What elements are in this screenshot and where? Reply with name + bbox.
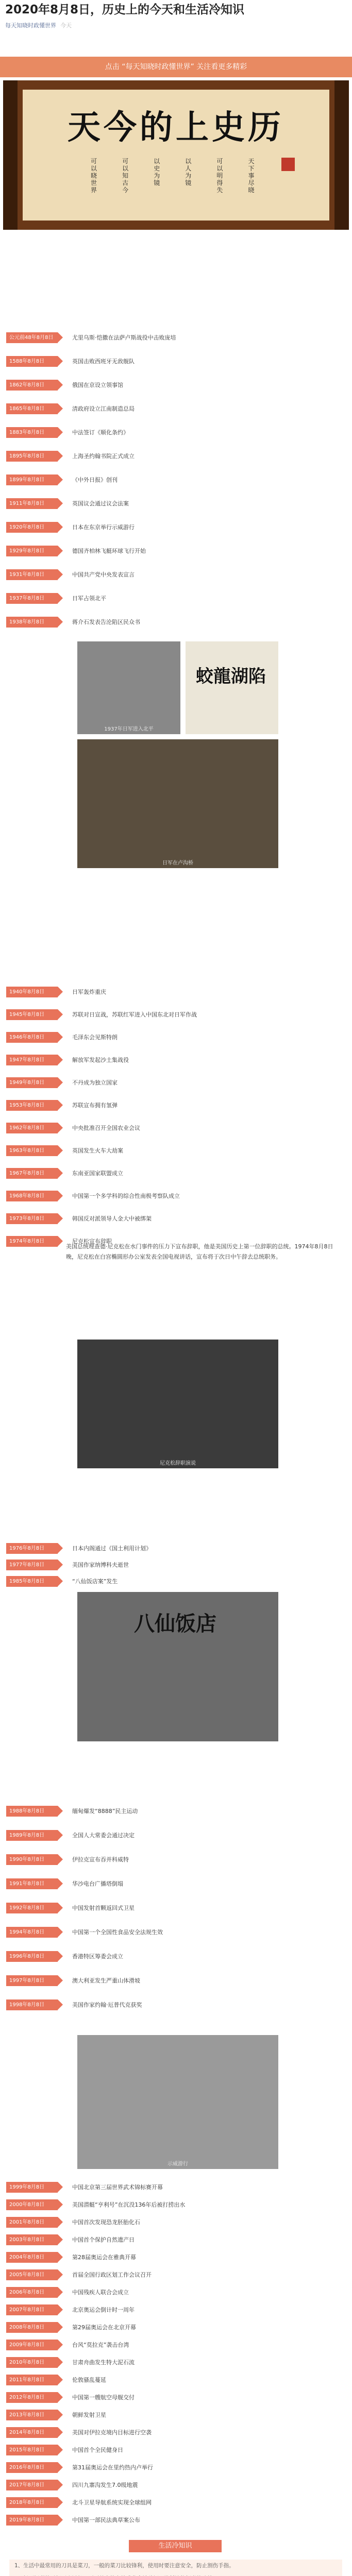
event-row: [6, 1876, 346, 1891]
event-year-tag: 1962年8月8日: [6, 1123, 58, 1133]
event-row: [6, 2477, 346, 2493]
shop-photo: [77, 1592, 278, 1741]
event-year-tag: 1988年8月8日: [6, 1806, 58, 1817]
event-text: 不丹成为独立国家: [72, 1079, 118, 1086]
article-meta: [5, 21, 72, 29]
event-row: [6, 2389, 346, 2405]
event-year-tag: 1968年8月8日: [6, 1191, 58, 1201]
event-row: [6, 330, 346, 345]
event-text: 北斗卫星导航系统实现全球组网: [72, 2499, 152, 2506]
event-year-tag: 2006年8月8日: [6, 2287, 58, 2298]
event-year-tag: 1588年8月8日: [6, 356, 58, 367]
event-row: [6, 2214, 346, 2230]
event-row: [6, 2249, 346, 2265]
event-row: [6, 1900, 346, 1916]
scroll-column: 可以知古今: [122, 158, 129, 194]
event-row: [6, 1803, 346, 1819]
event-year-tag: 2007年8月8日: [6, 2304, 58, 2315]
event-year-tag: 1967年8月8日: [6, 1168, 58, 1179]
event-year-tag: 1883年8月8日: [6, 427, 58, 438]
event-text: 上海圣约翰书院正式成立: [72, 453, 135, 460]
event-year-tag: 1992年8月8日: [6, 1903, 58, 1913]
event-year-tag: 1862年8月8日: [6, 380, 58, 391]
event-year-tag: 1920年8月8日: [6, 522, 58, 533]
event-text: 解放军发起沙土集战役: [72, 1057, 129, 1063]
event-text: 中法签订《顺化条约》: [72, 429, 129, 436]
event-text: 韩国反对派领导人金大中被绑架: [72, 1215, 152, 1222]
event-row: [6, 2302, 346, 2317]
scroll-column: 可以晓世界: [91, 158, 97, 194]
event-row: [6, 543, 346, 558]
event-text: 中国北京第三届世界武术锦标赛开幕: [72, 2184, 163, 2191]
event-year-tag: 1931年8月8日: [6, 569, 58, 580]
event-year-tag: 2003年8月8日: [6, 2234, 58, 2245]
event-year-tag: 2014年8月8日: [6, 2427, 58, 2438]
event-year-tag: 1974年8月8日: [6, 1236, 58, 1247]
event-row: [6, 2284, 346, 2300]
event-year-tag: 2015年8月8日: [6, 2445, 58, 2455]
event-text: 朝鲜发射卫星: [72, 2412, 106, 2418]
event-text: 清政府设立江南制造总局: [72, 405, 135, 412]
event-text: 中国共产党中央发表宣言: [72, 571, 135, 578]
event-row: [6, 425, 346, 440]
event-year-tag: 1991年8月8日: [6, 1878, 58, 1889]
event-year-tag: 1998年8月8日: [6, 1999, 58, 2010]
publish-date: 今天: [60, 22, 72, 29]
event-row: [6, 1973, 346, 1988]
event-text: 中国第一部民法典草案公布: [72, 2517, 140, 2523]
event-row: [6, 984, 346, 999]
event-row: [6, 1029, 346, 1045]
event-row: [6, 1557, 346, 1572]
event-year-tag: 2011年8月8日: [6, 2375, 58, 2385]
event-text: 尤里乌斯·恺撒在法萨卢斯战役中击败庞培: [72, 334, 176, 341]
event-row: [6, 1211, 346, 1226]
event-year-tag: 1977年8月8日: [6, 1560, 58, 1570]
event-row: [6, 2232, 346, 2247]
event-text: 中国第一个全国性食品安全法规生效: [72, 1929, 163, 1936]
protest-photo: [77, 2035, 278, 2169]
protest-photo-caption: 示威游行: [167, 2161, 188, 2167]
event-text: 伊拉克宣布吞并科威特: [72, 1856, 129, 1863]
event-text: 伦敦骚乱蔓延: [72, 2377, 106, 2383]
event-text: 第31届奥运会在里约热内卢举行: [72, 2464, 153, 2471]
event-text: 毛泽东会见斯特朗: [72, 1034, 118, 1041]
event-text: 中国首次发现恐龙胚胎化石: [72, 2219, 140, 2226]
event-text: 美国作家约翰·厄普代克获奖: [72, 2002, 142, 2008]
event-row: [6, 2337, 346, 2352]
event-year-tag: 1953年8月8日: [6, 1100, 58, 1111]
event-text: 英国发生火车大劫案: [72, 1147, 123, 1154]
event-row: [6, 2354, 346, 2370]
event-row: [6, 472, 346, 487]
history-scroll-image: [3, 80, 349, 230]
event-text: “八仙饭店案”发生: [72, 1578, 118, 1585]
event-row: [6, 377, 346, 393]
event-year-tag: 2005年8月8日: [6, 2269, 58, 2280]
event-year-tag: 2016年8月8日: [6, 2462, 58, 2473]
event-year-tag: 1999年8月8日: [6, 2182, 58, 2193]
scroll-column: 以史为镜: [154, 158, 160, 187]
event-year-tag: 2000年8月8日: [6, 2199, 58, 2210]
account-name[interactable]: 每天知晓时政懂世界: [5, 22, 56, 29]
event-year-tag: 1990年8月8日: [6, 1854, 58, 1865]
seal-stamp: [281, 158, 295, 171]
event-year-tag: 1973年8月8日: [6, 1213, 58, 1224]
scroll-title: 天今的上史历: [68, 108, 284, 147]
troops-photo-caption: 1937年日军进入北平: [104, 726, 154, 732]
event-text: 台风“莫拉克”袭击台湾: [72, 2342, 129, 2348]
event-text: 日军轰炸重庆: [72, 989, 106, 995]
event-row: [6, 2267, 346, 2282]
event-year-tag: 公元前48年8月8日: [6, 332, 58, 343]
event-text: 苏联对日宣战，苏联红军进入中国东北对日军作战: [72, 1011, 197, 1018]
event-row: [6, 1573, 346, 1589]
event-year-tag: 2012年8月8日: [6, 2392, 58, 2403]
event-text: 中国第一个多学科的综合性南极考察队成立: [72, 1193, 180, 1199]
event-text: 全国人大常委会通过决定: [72, 1832, 135, 1839]
scroll-column: 天下事尽晓: [248, 158, 255, 194]
event-year-tag: 2017年8月8日: [6, 2480, 58, 2490]
event-row: [6, 1540, 346, 1556]
event-year-tag: 2009年8月8日: [6, 2340, 58, 2350]
event-year-tag: 1946年8月8日: [6, 1032, 58, 1043]
newspaper-photo: [186, 641, 278, 734]
event-text: 中央批准召开全国农业会议: [72, 1125, 140, 1131]
nixon-paragraph: 美国总统理查德·尼克松在水门事件的压力下宣布辞职，他是美国历史上第一位辞职的总统。1974年8月8日晚，尼克松在白宫椭圆形办公室发表全国电视讲话，宣布将于次日中午辞去总统职务。: [66, 1243, 333, 1260]
event-text: 东南亚国家联盟成立: [72, 1170, 123, 1177]
event-row: [6, 2372, 346, 2387]
event-row: [6, 2460, 346, 2475]
event-text: 第29届奥运会在北京开幕: [72, 2324, 136, 2331]
event-text: 中国残疾人联合会成立: [72, 2289, 129, 2296]
newspaper-headline: 蛟龍湖陷: [196, 666, 266, 687]
event-row: [6, 2197, 346, 2212]
nixon-photo: [77, 1340, 278, 1468]
event-text: 甘肃舟曲发生特大泥石流: [72, 2359, 135, 2366]
event-row: [6, 1924, 346, 1940]
event-year-tag: 1949年8月8日: [6, 1077, 58, 1088]
event-row: [6, 2179, 346, 2195]
event-year-tag: 2010年8月8日: [6, 2357, 58, 2368]
event-text: 第28届奥运会在雅典开幕: [72, 2254, 136, 2261]
event-year-tag: 1940年8月8日: [6, 987, 58, 997]
event-row: [6, 1075, 346, 1090]
event-row: [6, 1852, 346, 1867]
tips-box: [9, 2560, 342, 2576]
event-row: [6, 567, 346, 582]
event-text: 《中外日报》创刊: [72, 477, 118, 483]
event-text: 首届全国行政区划工作会议召开: [72, 2272, 152, 2278]
event-row: [6, 1097, 346, 1113]
event-row: [6, 1143, 346, 1158]
tip-item: 1、生活中最常用的刀具是菜刀，一般的菜刀比较锋利，使用时要注意安全，防止割伤手指。: [14, 2563, 234, 2569]
event-text: 英国议会通过议会法案: [72, 500, 129, 507]
event-year-tag: 2008年8月8日: [6, 2322, 58, 2333]
event-row: [6, 1007, 346, 1022]
tip-item: [9, 2572, 342, 2576]
event-row: [6, 2319, 346, 2335]
event-text: 苏联宣布拥有氢弹: [72, 1102, 118, 1109]
event-year-tag: 2019年8月8日: [6, 2515, 58, 2526]
event-text: 德国齐柏林飞艇环球飞行开始: [72, 548, 146, 554]
event-year-tag: 1997年8月8日: [6, 1975, 58, 1986]
event-year-tag: 1989年8月8日: [6, 1830, 58, 1841]
event-row: [6, 2442, 346, 2458]
event-row: [6, 1827, 346, 1843]
event-year-tag: 1937年8月8日: [6, 593, 58, 604]
event-year-tag: 2001年8月8日: [6, 2217, 58, 2228]
event-row: [6, 2425, 346, 2440]
event-row: [6, 2407, 346, 2422]
scroll-columns: [91, 158, 297, 209]
event-row: [6, 614, 346, 630]
event-text: 四川九寨沟发生7.0级地震: [72, 2482, 138, 2488]
event-text: 俄国在京设立领事馆: [72, 382, 123, 388]
event-text: 美国作家纳博科夫逝世: [72, 1562, 129, 1568]
event-year-tag: 1985年8月8日: [6, 1576, 58, 1587]
event-text: 北京奥运会倒计时一周年: [72, 2307, 135, 2313]
event-row: [6, 401, 346, 416]
nixon-photo-caption: 尼克松辞职演说: [160, 1461, 196, 1466]
event-row: [6, 2495, 346, 2510]
event-year-tag: 2004年8月8日: [6, 2252, 58, 2263]
event-text: 香港特区筹委会成立: [72, 1953, 123, 1960]
event-row: [6, 519, 346, 535]
bridge-photo-caption: 日军在卢沟桥: [162, 860, 193, 866]
scroll-column: 以人为镜: [185, 158, 192, 187]
troops-photo: [77, 641, 180, 734]
event-row: [6, 1052, 346, 1067]
event-year-tag: 1929年8月8日: [6, 546, 58, 556]
event-text: 日本内阁通过《国土利用计划》: [72, 1545, 152, 1552]
event-text: 华沙电台广播塔倒塌: [72, 1880, 123, 1887]
event-text: 美国潜艇“亨利号”在沉没136年后被打捞出水: [72, 2201, 186, 2208]
event-text: 尼克松宣布辞职: [72, 1238, 112, 1245]
event-row: [6, 353, 346, 369]
event-text: 日军占领北平: [72, 595, 106, 602]
event-text: 澳大利亚发生严重山体滑坡: [72, 1977, 140, 1984]
event-year-tag: 1947年8月8日: [6, 1055, 58, 1065]
event-row: [6, 1997, 346, 2012]
event-row: [6, 590, 346, 606]
event-row: [6, 1120, 346, 1136]
scroll-rod-left: [3, 80, 18, 230]
event-row: [6, 2512, 346, 2528]
bridge-photo: [77, 739, 278, 868]
event-text: 日本在东京举行示威游行: [72, 524, 135, 531]
article-title: 2020年8月8日，历史上的今天和生活冷知识: [5, 3, 245, 16]
event-year-tag: 1865年8月8日: [6, 403, 58, 414]
event-year-tag: 1963年8月8日: [6, 1145, 58, 1156]
event-text: 缅甸爆发“8888”民主运动: [72, 1808, 138, 1815]
event-year-tag: 1938年8月8日: [6, 617, 58, 628]
scroll-rod-right: [334, 80, 349, 230]
event-row: [6, 1948, 346, 1964]
event-year-tag: 2013年8月8日: [6, 2410, 58, 2420]
event-year-tag: 1945年8月8日: [6, 1009, 58, 1020]
event-year-tag: 1996年8月8日: [6, 1951, 58, 1962]
event-text: 中国首个全民健身日: [72, 2447, 123, 2453]
shop-sign: 八仙饭店: [134, 1612, 216, 1636]
event-row: [6, 1188, 346, 1204]
event-text: 中国第一艘航空母舰交付: [72, 2394, 135, 2401]
event-year-tag: 2018年8月8日: [6, 2497, 58, 2508]
tips-heading: 生活冷知识: [129, 2540, 222, 2552]
event-text: 美国对伊拉克境内目标进行空袭: [72, 2429, 152, 2436]
follow-banner[interactable]: 点击 “每天知晓时政懂世界” 关注看更多精彩: [0, 57, 352, 77]
event-text: 中国首个保护自然遗产日: [72, 2236, 135, 2243]
event-text: 英国击败西班牙无敌舰队: [72, 358, 135, 365]
event-row: [6, 496, 346, 511]
event-text: 蒋介石发表告沦陷区民众书: [72, 619, 140, 625]
event-row: [6, 1165, 346, 1181]
scroll-column: 可以明得失: [216, 158, 223, 194]
event-year-tag: 1976年8月8日: [6, 1543, 58, 1554]
event-year-tag: 1895年8月8日: [6, 451, 58, 462]
event-text: 中国发射首颗返回式卫星: [72, 1905, 135, 1911]
event-year-tag: 1911年8月8日: [6, 498, 58, 509]
event-year-tag: 1994年8月8日: [6, 1927, 58, 1938]
event-row: [6, 448, 346, 464]
event-year-tag: 1899年8月8日: [6, 474, 58, 485]
